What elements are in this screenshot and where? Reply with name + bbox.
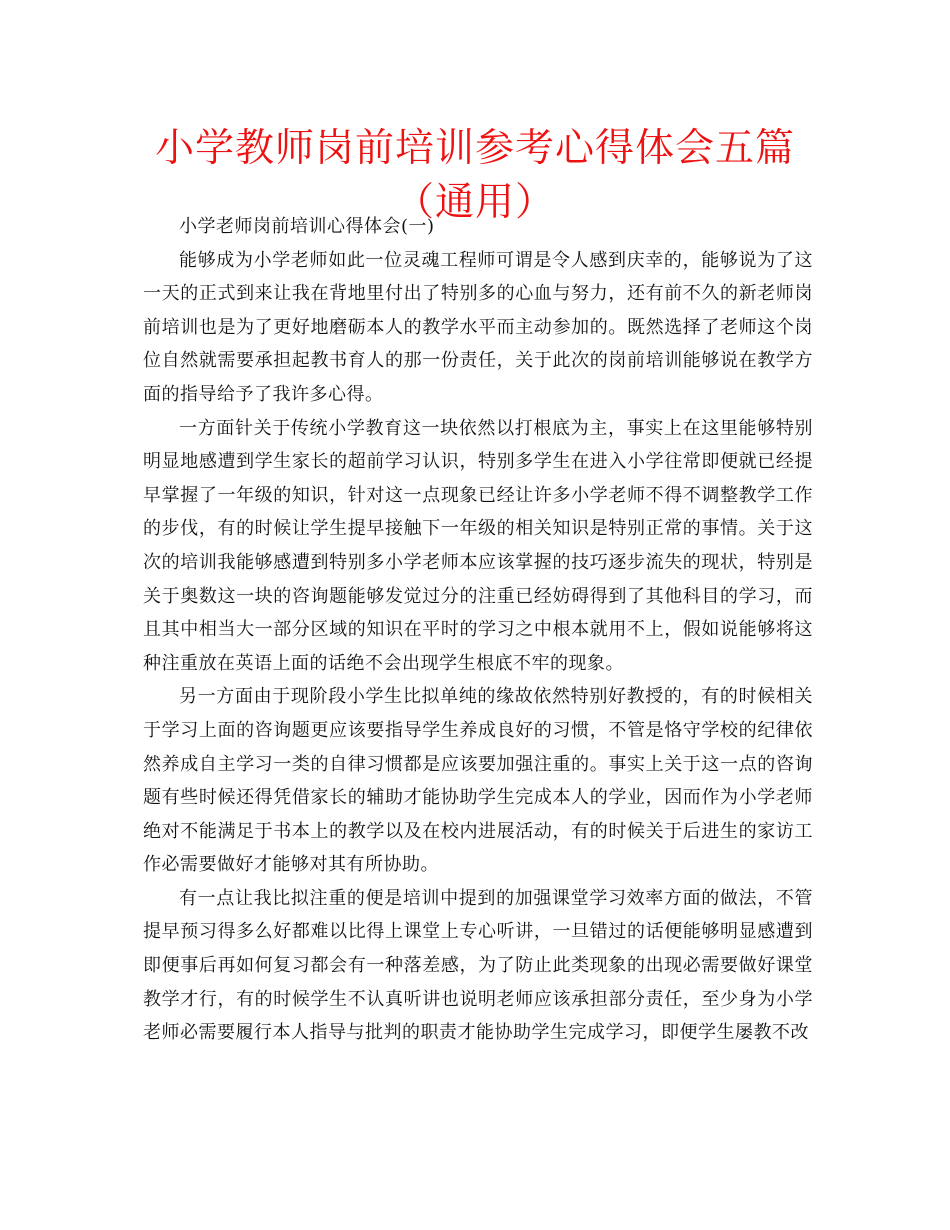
document-title: 小学教师岗前培训参考心得体会五篇（通用） <box>154 126 795 225</box>
section-subtitle: 小学老师岗前培训心得体会(一) <box>179 216 435 237</box>
paragraph-3: 另一方面由于现阶段小学生比拟单纯的缘故依然特别好教授的，有的时候相关于学习上面的咨询题更应该要指导学生养成良好的习惯，不管是恪守学校的纪律依然养成自主学习一类的自律习惯都是应该要加强注重的。事实上关于这一点的咨询题有些时候还得凭借家长的辅助才能协助学生完成本人的学业，因而作为小学老师绝对不能满足于书本上的教学以及在校内进展活动，有的时候关于后进生的家访工作必需要做好才能够对其有所协助。 <box>143 686 813 876</box>
paragraph-4: 有一点让我比拟注重的便是培训中提到的加强课堂学习效率方面的做法，不管提早预习得多么好都难以比得上课堂上专心听讲，一旦错过的话便能够明显感遭到即便事后再如何复习都会有一种落差感，为了防止此类现象的出现必需要做好课堂教学才行，有的时候学生不认真听讲也说明老师应该承担部分责任，至少身为小学老师必需要履行本人指导与批判的职责才能协助学生完成学习，即便学生屡教不改 <box>143 887 813 1044</box>
document-body <box>143 210 813 1050</box>
paragraph-2: 一方面针关于传统小学教育这一块依然以打根底为主，事实上在这里能够特别明显地感遭到学生家长的超前学习认识，特别多学生在进入小学往常即便就已经提早掌握了一年级的知识，针对这一点现象已经让许多小学老师不得不调整教学工作的步伐，有的时候让学生提早接触下一年级的相关知识是特别正常的事情。关于这次的培训我能够感遭到特别多小学老师本应该掌握的技巧逐步流失的现状，特别是关于奥数这一块的咨询题能够发觉过分的注重已经妨碍得到了其他科目的学习，而且其中相当大一部分区域的知识在平时的学习之中根本就用不上，假如说能够将这种注重放在英语上面的话绝不会出现学生根底不牢的现象。 <box>143 417 813 674</box>
paragraph-1: 能够成为小学老师如此一位灵魂工程师可谓是令人感到庆幸的，能够说为了这一天的正式到来让我在背地里付出了特别多的心血与努力，还有前不久的新老师岗前培训也是为了更好地磨砺本人的教学水平而主动参加的。既然选择了老师这个岗位自然就需要承担起教书育人的那一份责任，关于此次的岗前培训能够说在教学方面的指导给予了我许多心得。 <box>143 249 813 405</box>
